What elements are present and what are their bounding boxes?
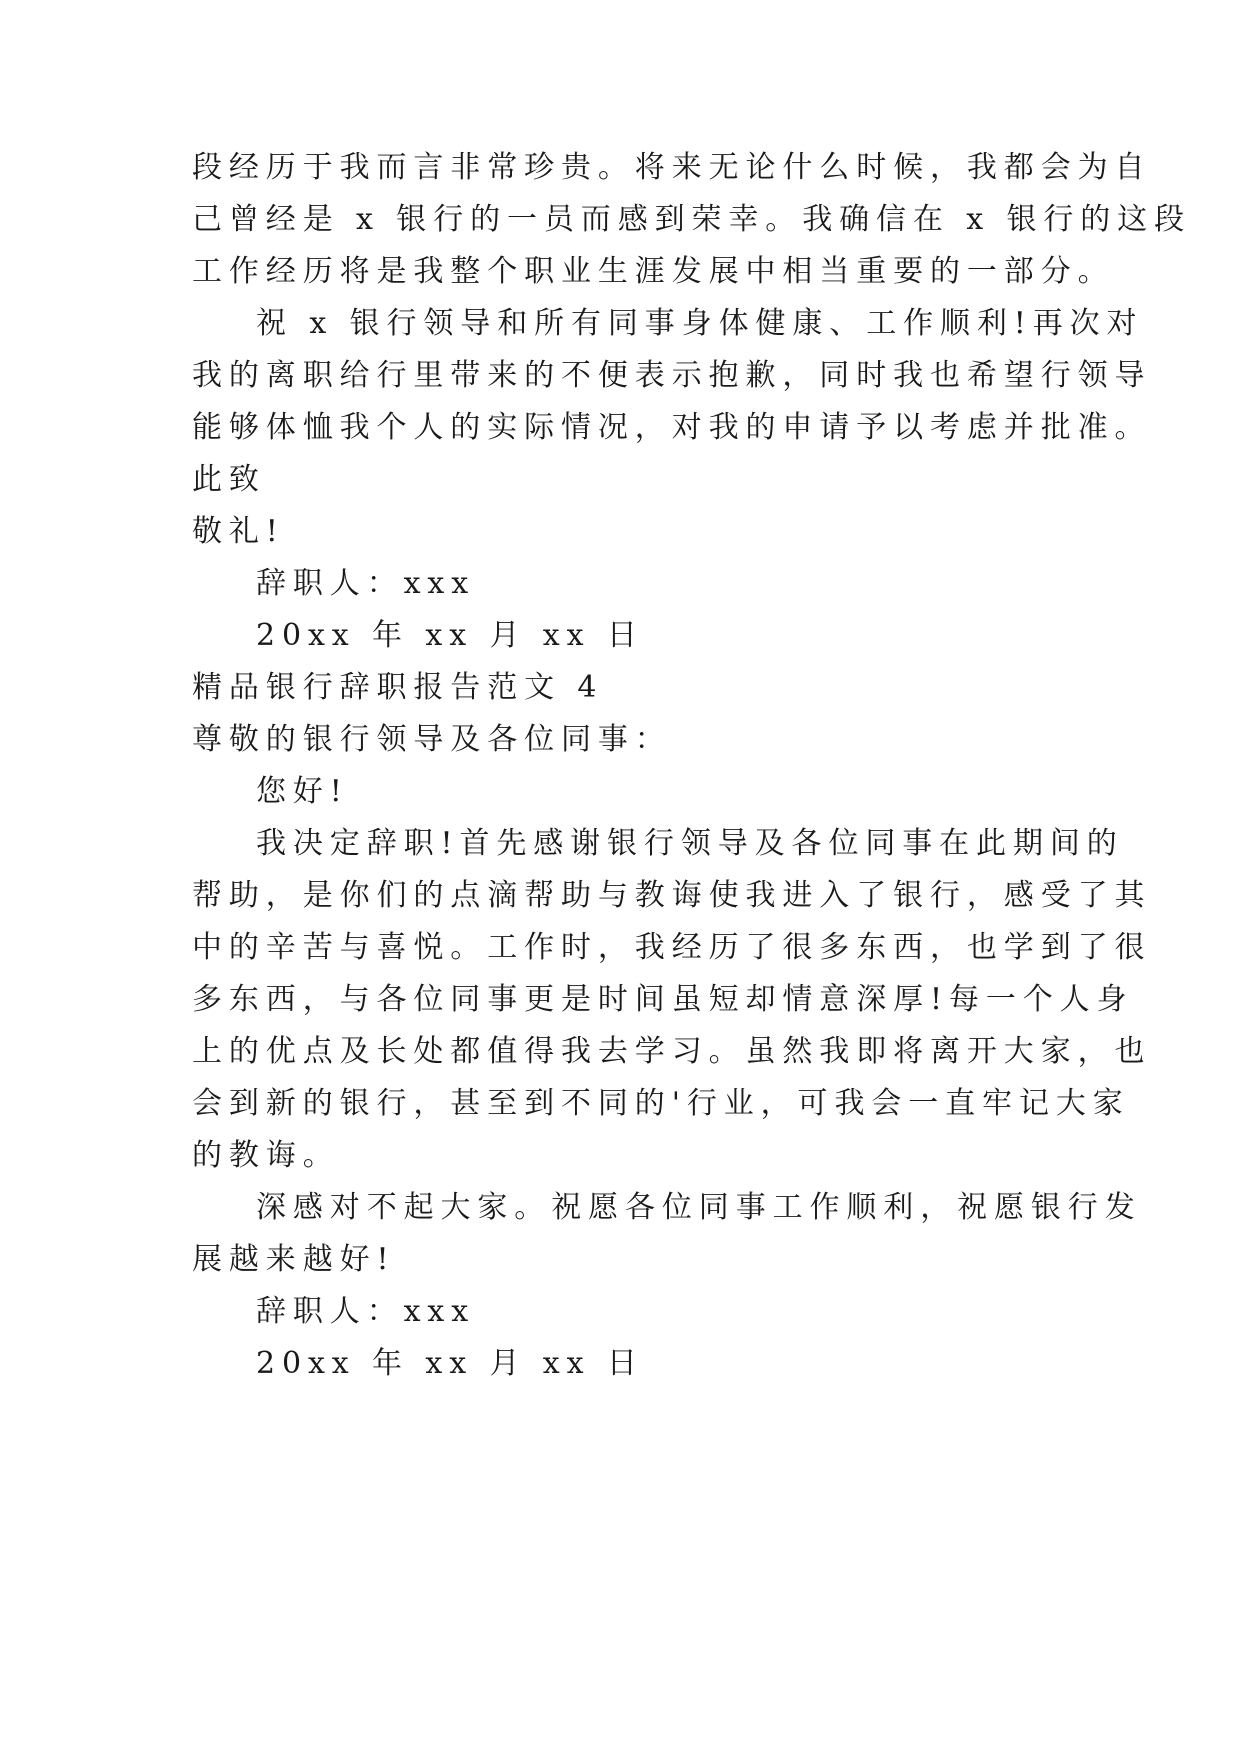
paragraph-line: 段经历于我而言非常珍贵。将来无论什么时候，我都会为自 xyxy=(192,150,1152,185)
paragraph-line: 能够体恤我个人的实际情况，对我的申请予以考虑并批准。 xyxy=(192,410,1152,445)
paragraph-line: 己曾经是 x 银行的一员而感到荣幸。我确信在 x 银行的这段 xyxy=(192,202,1191,237)
paragraph-line: 会到新的银行，甚至到不同的'行业，可我会一直牢记大家 xyxy=(192,1086,1130,1121)
date-line: 20xx 年 xx 月 xx 日 xyxy=(256,618,644,653)
salutation: 尊敬的银行领导及各位同事： xyxy=(192,722,672,757)
paragraph-line: 上的优点及长处都值得我去学习。虽然我即将离开大家，也 xyxy=(192,1034,1152,1069)
paragraph-line: 展越来越好! xyxy=(192,1242,396,1277)
paragraph-line: 我决定辞职!首先感谢银行领导及各位同事在此期间的 xyxy=(256,826,1124,861)
paragraph-line: 帮助，是你们的点滴帮助与教诲使我进入了银行，感受了其 xyxy=(192,878,1152,913)
paragraph-line: 的教诲。 xyxy=(192,1138,340,1173)
paragraph-line: 多东西，与各位同事更是时间虽短却情意深厚!每一个人身 xyxy=(192,982,1134,1017)
paragraph-line: 祝 x 银行领导和所有同事身体健康、工作顺利!再次对 xyxy=(256,306,1144,341)
section-title: 精品银行辞职报告范文 4 xyxy=(192,670,604,705)
date-line: 20xx 年 xx 月 xx 日 xyxy=(256,1346,644,1381)
paragraph-line: 深感对不起大家。祝愿各位同事工作顺利，祝愿银行发 xyxy=(256,1190,1142,1225)
signature-line: 辞职人：xxx xyxy=(256,1294,476,1329)
paragraph-line: 我的离职给行里带来的不便表示抱歉，同时我也希望行领导 xyxy=(192,358,1152,393)
paragraph-line: 中的辛苦与喜悦。工作时，我经历了很多东西，也学到了很 xyxy=(192,930,1152,965)
signature-line: 辞职人：xxx xyxy=(256,566,476,601)
closing-line: 此致 xyxy=(192,462,266,497)
paragraph-line: 工作经历将是我整个职业生涯发展中相当重要的一部分。 xyxy=(192,254,1115,289)
greeting: 您好! xyxy=(256,774,349,809)
closing-line: 敬礼! xyxy=(192,514,285,549)
